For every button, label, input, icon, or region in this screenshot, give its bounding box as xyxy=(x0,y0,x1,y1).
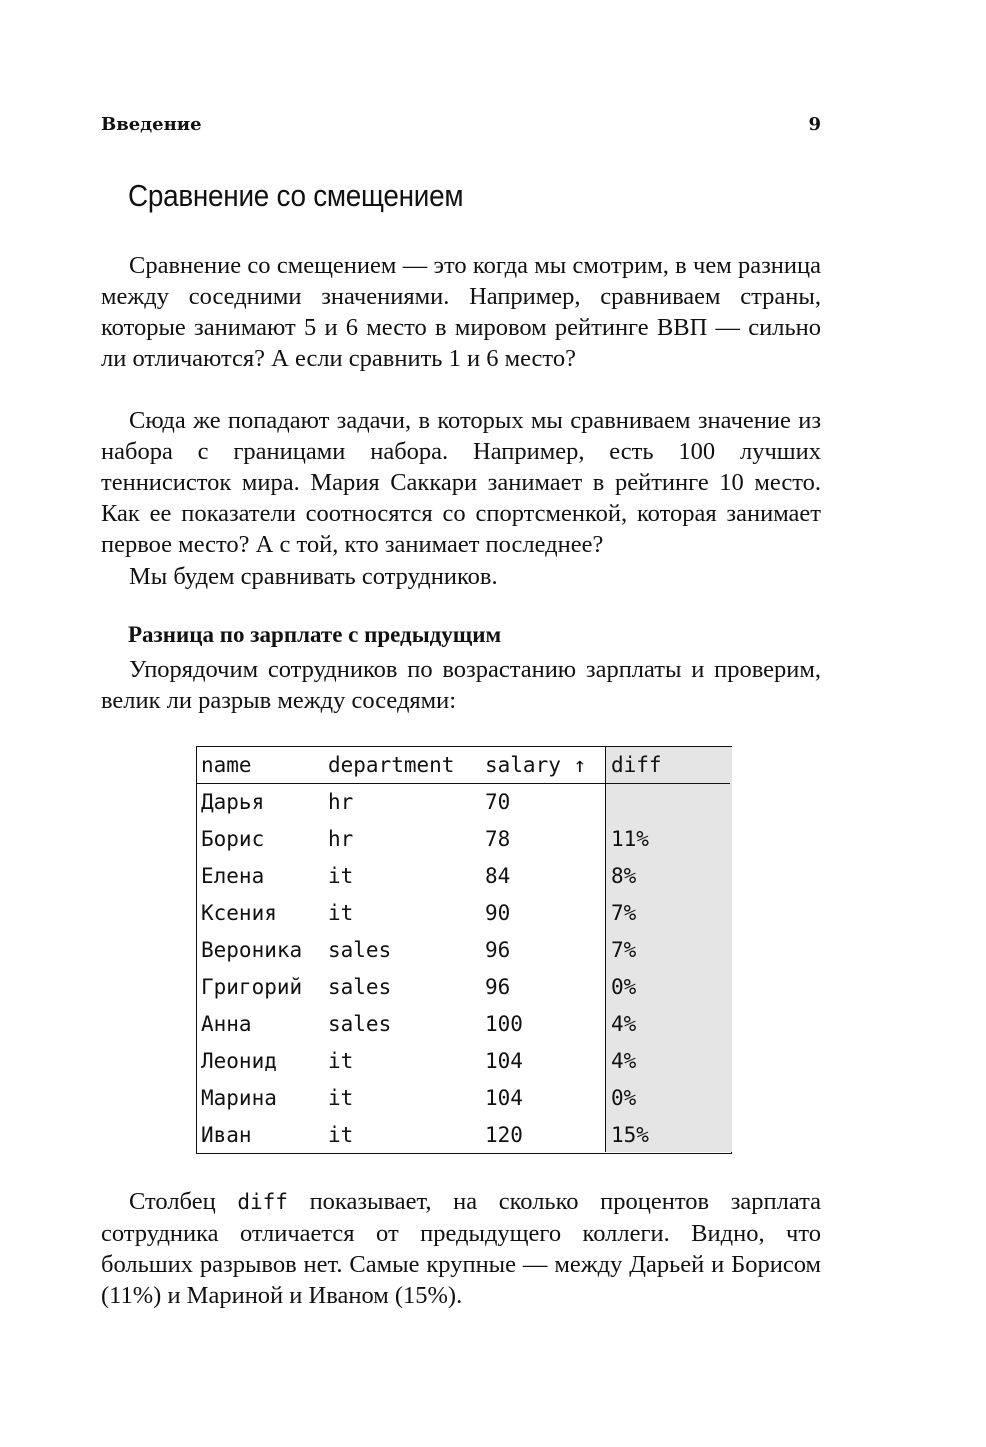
cell-diff: 0% xyxy=(611,975,637,999)
inline-code-diff: diff xyxy=(237,1190,288,1214)
cell-salary: 104 xyxy=(485,1049,523,1073)
cell-diff: 15% xyxy=(611,1123,649,1147)
table-row xyxy=(197,821,730,858)
cell-name: Леонид xyxy=(201,1049,277,1073)
cell-department: it xyxy=(328,1049,354,1073)
running-head xyxy=(101,114,821,142)
cell-salary: 100 xyxy=(485,1012,523,1036)
paragraph-3: Мы будем сравнивать сотрудников. xyxy=(129,563,498,590)
cell-salary: 78 xyxy=(485,827,511,851)
cell-salary: 96 xyxy=(485,975,511,999)
table-row xyxy=(197,1080,730,1117)
paragraph-1: Сравнение со смещением — это когда мы смотрим, в чем разница между соседними значениями. Например, сравниваем страны, которые занимают 5 и 6 место в мировом рейтинге ВВП — сильно ли отличаются? А если сравнить 1 и 6 место? xyxy=(101,252,821,372)
cell-department: sales xyxy=(328,938,392,962)
table-row xyxy=(197,1006,730,1043)
subsection-heading: Разница по зарплате с предыдущим xyxy=(128,622,502,647)
header-department: department xyxy=(328,753,455,777)
cell-diff: 0% xyxy=(611,1086,637,1110)
cell-salary: 90 xyxy=(485,901,511,925)
closing-text-before: Столбец xyxy=(129,1188,238,1215)
cell-diff: 11% xyxy=(611,827,649,851)
subsection-intro: Упорядочим сотрудников по возрастанию зарплаты и проверим, велик ли разрыв между соседями: xyxy=(101,656,821,714)
cell-diff: 8% xyxy=(611,864,637,888)
cell-name: Анна xyxy=(201,1012,252,1036)
cell-name: Марина xyxy=(201,1086,277,1110)
table-header-row xyxy=(197,747,730,784)
cell-name: Дарья xyxy=(201,790,265,814)
salary-table xyxy=(196,746,732,1154)
cell-department: hr xyxy=(328,827,354,851)
cell-name: Ксения xyxy=(201,901,277,925)
paragraph-2: Сюда же попадают задачи, в которых мы сравниваем значение из набора с границами набора. Например, есть 100 лучших теннисисток мира. Мария Саккари занимает в рейтинге 10 место. Как ее показатели соотносятся со спортсменкой, которая занимает первое место? А с той, кто занимает последнее? xyxy=(101,407,821,558)
page-number: 9 xyxy=(808,114,821,135)
header-name: name xyxy=(201,753,252,777)
cell-department: it xyxy=(328,1123,354,1147)
table-row xyxy=(197,784,730,821)
cell-diff: 4% xyxy=(611,1012,637,1036)
cell-salary: 96 xyxy=(485,938,511,962)
cell-diff: 7% xyxy=(611,901,637,925)
table-row xyxy=(197,969,730,1006)
running-head-section: Введение xyxy=(101,114,202,135)
cell-name: Борис xyxy=(201,827,265,851)
cell-diff: 4% xyxy=(611,1049,637,1073)
cell-department: sales xyxy=(328,975,392,999)
closing-paragraph xyxy=(101,1186,821,1311)
cell-department: it xyxy=(328,864,354,888)
cell-name: Григорий xyxy=(201,975,303,999)
table-row xyxy=(197,1043,730,1080)
table-row xyxy=(197,895,730,932)
table-row xyxy=(197,1117,730,1154)
cell-salary: 70 xyxy=(485,790,511,814)
cell-salary: 84 xyxy=(485,864,511,888)
cell-salary: 104 xyxy=(485,1086,523,1110)
header-salary: salary ↑ xyxy=(485,753,587,777)
cell-salary: 120 xyxy=(485,1123,523,1147)
table-row xyxy=(197,932,730,969)
header-diff: diff xyxy=(611,753,662,777)
cell-department: it xyxy=(328,901,354,925)
cell-department: it xyxy=(328,1086,354,1110)
page-title: Сравнение со смещением xyxy=(128,178,464,213)
cell-department: sales xyxy=(328,1012,392,1036)
cell-name: Елена xyxy=(201,864,265,888)
closing-text-after: показывает, на сколько процентов зарплата сотрудника отличается от предыдущего коллеги. Видно, что больших разрывов нет. Самые крупные — между Дарьей и Борисом (11%) и Мариной и Иваном (15%). xyxy=(101,1188,821,1309)
cell-department: hr xyxy=(328,790,354,814)
table-row xyxy=(197,858,730,895)
cell-name: Вероника xyxy=(201,938,303,962)
cell-name: Иван xyxy=(201,1123,252,1147)
cell-diff: 7% xyxy=(611,938,637,962)
